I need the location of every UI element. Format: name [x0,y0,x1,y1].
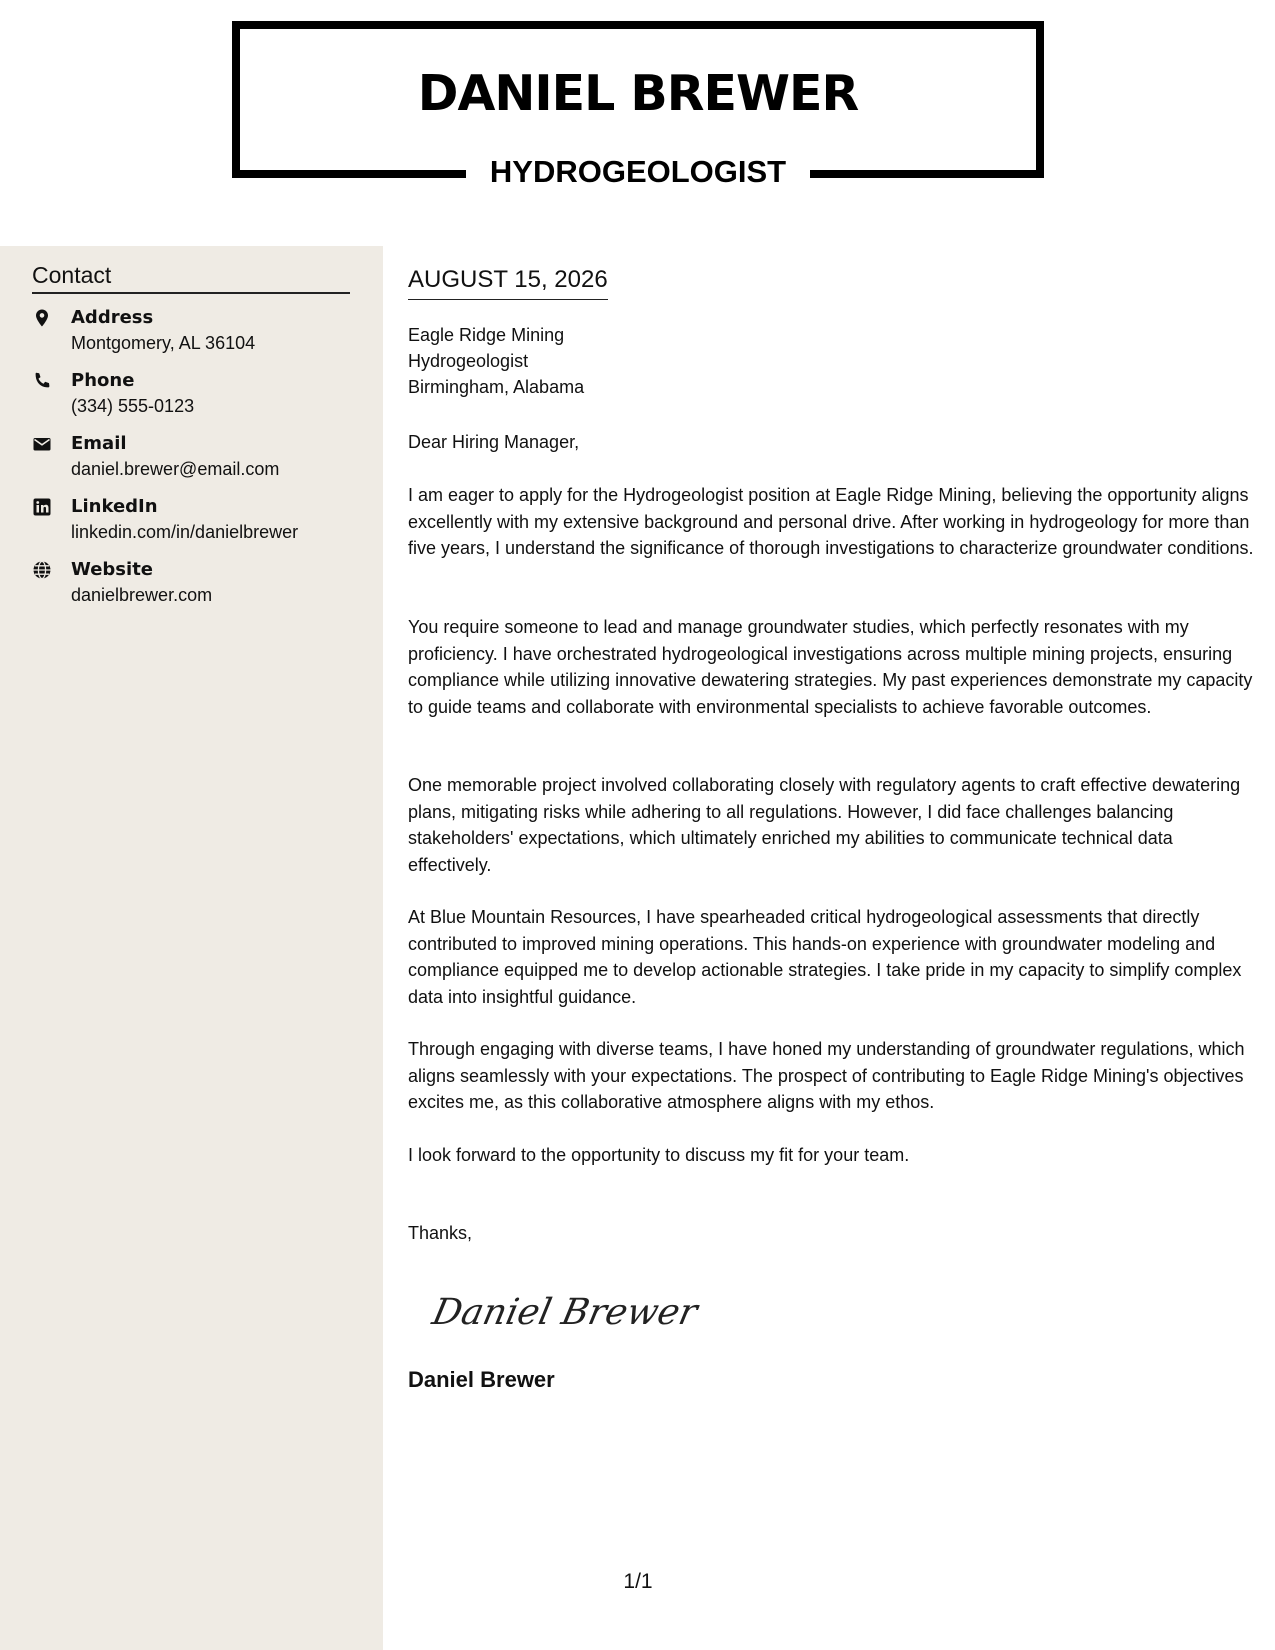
applicant-name: DANIEL BREWER [417,65,859,122]
body-paragraph: Through engaging with diverse teams, I have honed my understanding of groundwater regulations, which aligns seamlessly with your expectations. The prospect of contributing to Eagle Ridge Mining's objectives excites me, as this collaborative atmosphere aligns with my ethos. [408,1039,1245,1112]
closing: Thanks, [408,1223,473,1243]
recipient-block [408,322,584,400]
body-paragraph: You require someone to lead and manage groundwater studies, which perfectly resonates with my proficiency. I have orchestrated hydrogeological investigations across multiple mining projects, ensuring compliance while utilizing innovative dewatering strategies. My past experiences demonstrate my capacity to guide teams and collaborate with environmental specialists to achieve favorable outcomes. [408,617,1253,717]
contact-address-value: Montgomery, AL 36104 [71,333,256,353]
envelope-icon [32,434,54,456]
map-pin-icon [32,308,54,330]
applicant-job-title: HYDROGEOLOGIST [489,154,787,189]
recipient-company: Eagle Ridge Mining [408,325,565,345]
recipient-location: Birmingham, Alabama [408,377,585,397]
page-number: 1/1 [623,1570,653,1593]
contact-phone-value: (334) 555-0123 [71,396,195,416]
contact-email [32,431,372,485]
globe-icon [32,560,54,582]
contact-website-label: Website [71,559,154,580]
contact-website [32,557,372,611]
contact-heading: Contact [32,260,350,294]
contact-linkedin-value[interactable]: linkedin.com/in/danielbrewer [71,522,299,542]
handwritten-signature [428,1280,702,1340]
contact-linkedin-label: LinkedIn [71,496,158,517]
contact-address-label: Address [71,307,154,328]
salutation: Dear Hiring Manager, [408,432,580,452]
signature-text: Daniel Brewer [428,1290,702,1333]
recipient-position: Hydrogeologist [408,351,529,371]
letter-date: AUGUST 15, 2026 [408,264,608,300]
contact-address [32,305,372,359]
signer-name: Daniel Brewer [408,1367,555,1392]
contact-linkedin [32,494,372,548]
header-frame-bottom-left [232,170,466,178]
body-paragraph: I look forward to the opportunity to discuss my fit for your team. [408,1145,910,1165]
header-frame-bottom-right [810,170,1044,178]
contact-email-value[interactable]: daniel.brewer@email.com [71,459,280,479]
phone-icon [32,371,54,393]
contact-email-label: Email [71,433,127,454]
body-paragraph: I am eager to apply for the Hydrogeologist position at Eagle Ridge Mining, believing the opportunity aligns excellently with my extensive background and personal drive. After working in hydrogeology for more than five years, I understand the significance of thorough investigations to characterize groundwater conditions. [408,485,1254,558]
contact-website-value[interactable]: danielbrewer.com [71,585,213,605]
body-paragraph: One memorable project involved collaborating closely with regulatory agents to craft effective dewatering plans, mitigating risks while adhering to all regulations. However, I did face challenges balancing stakeholders' expectations, which ultimately enriched my abilities to communicate technical data effectively. [408,775,1241,875]
linkedin-icon [32,497,54,519]
contact-phone-label: Phone [71,370,135,391]
contact-phone [32,368,372,422]
body-paragraph: At Blue Mountain Resources, I have spearheaded critical hydrogeological assessments that directly contributed to improved mining operations. This hands-on experience with groundwater modeling and compliance equipped me to develop actionable strategies. I take pride in my capacity to simplify complex data into insightful guidance. [408,907,1242,1007]
